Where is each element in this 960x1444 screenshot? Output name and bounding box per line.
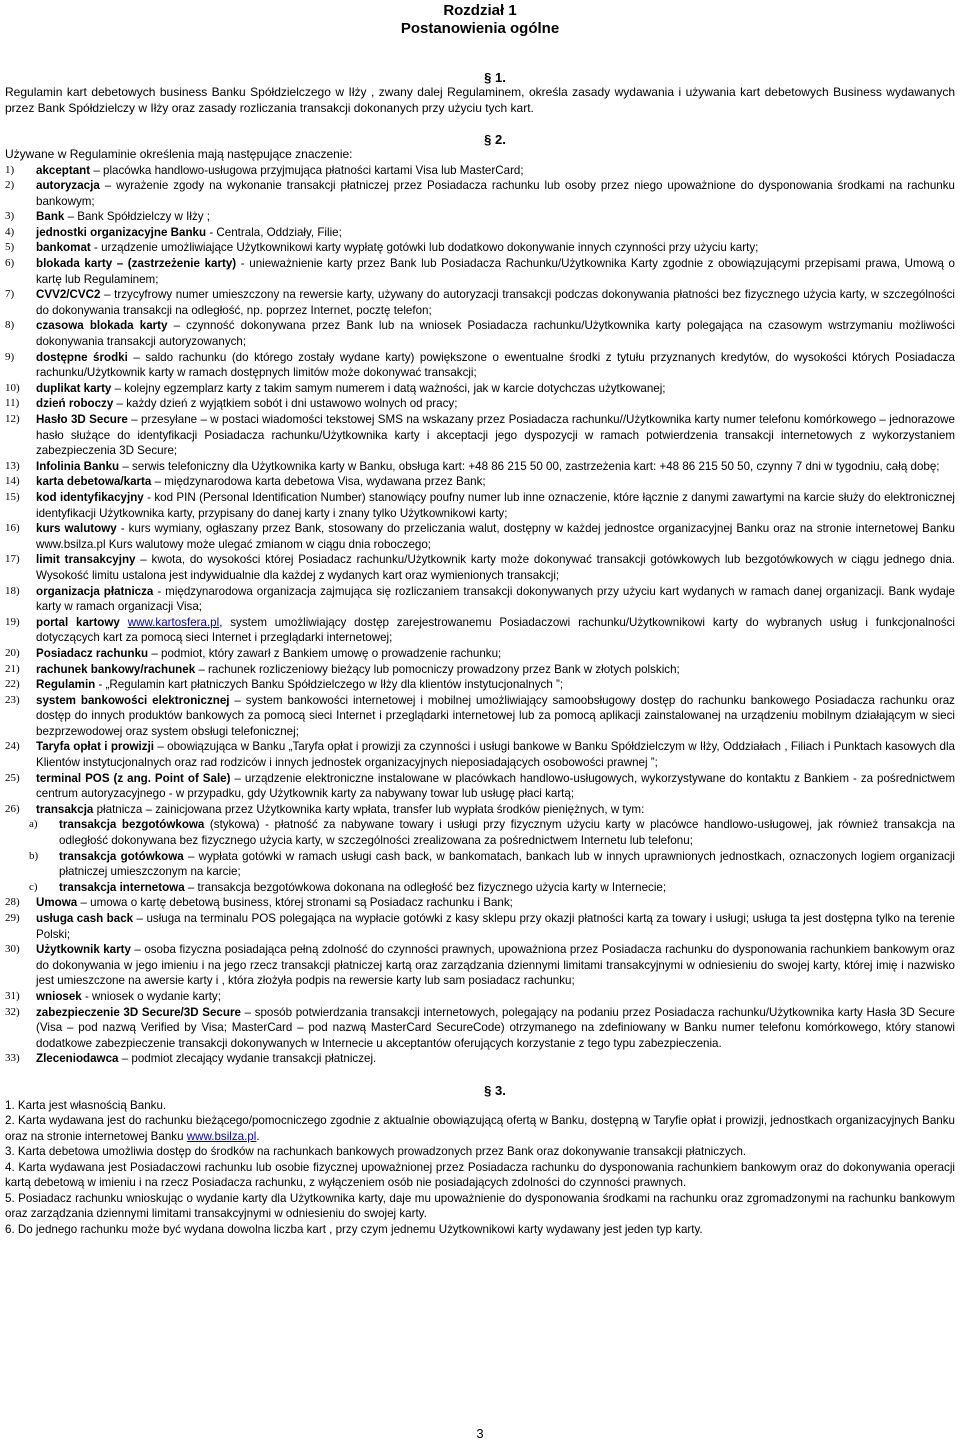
definition-item — [5, 521, 955, 552]
definition-number: 20) — [5, 646, 20, 659]
definition-term: zabezpieczenie 3D Secure/3D Secure — [36, 1005, 241, 1019]
definition-text: - „Regulamin kart płatniczych Banku Spółdzielczego w Iłży dla klientów instytucjonalnych ”; — [95, 678, 564, 692]
portal-link[interactable]: www.kartosfera.pl — [127, 615, 220, 629]
definition-item — [5, 989, 955, 1005]
definition-number: 32) — [5, 1005, 20, 1018]
bank-website-link[interactable]: www.bsilza.pl — [186, 1129, 257, 1143]
definition-number: c) — [29, 880, 38, 893]
definition-item — [5, 396, 955, 412]
definition-term: Bank — [36, 210, 65, 224]
definition-term: duplikat karty — [36, 381, 112, 395]
definition-text: – kolejny egzemplarz karty z takim samym numerem i datą ważności, jak w karcie dotychczas użytkowanej; — [111, 381, 666, 395]
definition-item — [5, 646, 955, 662]
definition-text: - międzynarodowa organizacja zajmująca się rozliczaniem transakcji dokonywanych przy użyciu kart wydanych w ramach danej organizacji. Bank wydaje karty w ramach organizacji Visa; — [36, 584, 955, 614]
section-3-p1: 1. Karta jest własnością Banku. — [5, 1098, 167, 1112]
definition-item — [5, 474, 955, 490]
definitions-list — [5, 163, 955, 1067]
definition-number: 28) — [5, 896, 20, 909]
definition-text: – urządzenie elektroniczne instalowane w placówkach handlowo-usługowych, wykorzystywane do kontaktu z Bankiem - za pośrednictwem centrum autoryzacyjnego - w przypadku, gdy Użytkownik karty za nabywany towar lub usługę płaci kartą; — [36, 771, 955, 801]
definition-number: 14) — [5, 475, 20, 488]
definition-item — [5, 178, 955, 209]
definition-item — [5, 677, 955, 693]
definition-number: 17) — [5, 553, 20, 566]
definition-number: 16) — [5, 522, 20, 535]
definition-item — [5, 381, 955, 397]
definition-term: kurs walutowy — [36, 522, 117, 536]
chapter-number: Rozdział 1 — [443, 2, 517, 19]
definition-text: – podmiot zlecający wydanie transakcji płatniczej. — [118, 1052, 377, 1066]
definition-text: – usługa na terminalu POS polegająca na wypłacie gotówki z kasy sklepu przy okazji płatności kartą za towary i usługi; usługa ta jest dostępna tylko na terenie Polski; — [36, 912, 955, 941]
definition-number: 6) — [5, 257, 15, 270]
definition-number: 19) — [5, 615, 20, 628]
definition-term: usługa cash back — [36, 912, 134, 925]
definition-number: 5) — [5, 241, 15, 254]
definition-item — [5, 287, 955, 318]
definition-number: 11) — [5, 397, 20, 410]
definition-number: 3) — [5, 210, 15, 223]
definition-text: – czynność dokonywana przez Bank lub na wniosek Posiadacza rachunku/Użytkownika karty polegająca na czasowym wstrzymaniu możliwości dokonywania transakcji autoryzowanych; — [36, 319, 955, 349]
definition-number: 18) — [5, 584, 20, 597]
definition-term: transakcja internetowa — [59, 880, 185, 894]
definition-term: Regulamin — [36, 678, 96, 692]
definition-text: - urządzenie umożliwiające Użytkownikowi karty wypłatę gotówki lub dodatkowo dokonywanie innych czynności przy użyciu karty; — [90, 241, 759, 255]
definition-text: - kurs wymiany, ogłaszany przez Bank, stosowany do przeliczania walut, dostępny w każdej jednostce organizacyjnej Banku oraz na stronie internetowej Banku www.bsilza.pl Kurs walutowy może ulegać zmianom w ciągu dnia roboczego; — [36, 522, 956, 551]
definition-text: – system bankowości internetowej i mobilnej umożliwiający samoobsługowy dostęp do rachunku bankowego Posiadacza rachunku oraz dostęp do innych produktów bankowych za pomocą sieci Internet i przeglądarki internetowej lub za pomocą aplikacji zainstalowanej na urządzeniu mobilnym działającym w sieci bezprzewodowej oraz system obsługi telefonicznej; — [36, 693, 955, 738]
page-number: 3 — [476, 1426, 484, 1441]
definition-item — [5, 490, 955, 521]
definition-text: (stykowa) - płatność za nabywane towary i usługi przy fizycznym użyciu karty w placówce handlowo-usługowej, jak również transakcja na odległość dokonywana bez fizycznego użycia karty, w szczególności zrealizowana za pośrednictwem Internetu lub telefonu; — [59, 818, 956, 848]
definition-text: – serwis telefoniczny dla Użytkownika karty w Banku, obsługa kart: +48 86 215 50 00, zastrzeżenia kart: +48 86 215 50 50, czynny 7 dni w tygodniu, całą dobę; — [119, 459, 940, 473]
definition-term: Użytkownik karty — [36, 943, 131, 957]
definition-number: 8) — [5, 319, 15, 332]
section-3-marker: § 3. — [484, 1082, 506, 1098]
definition-number: 30) — [5, 943, 20, 956]
chapter-title: Postanowienia ogólne — [400, 20, 560, 37]
section-3-p5: 5. Posiadacz rachunku wnioskując o wydanie karty dla Użytkownika karty, daje mu upoważnienie do dysponowania środkami na rachunku oraz zgromadzonymi na rachunku bankowym oraz zarządzania dziennymi limitami transakcyjnymi w odniesieniu do swojej karty. — [5, 1191, 955, 1221]
document-page — [5, 0, 955, 1237]
definition-text: płatnicza – zainicjowana przez Użytkownika karty wpłata, transfer lub wypłata środków pieniężnych, w tym: — [93, 802, 645, 816]
definition-number: 2) — [5, 179, 15, 192]
definition-term: system bankowości elektronicznej — [36, 693, 230, 707]
definition-number: 4) — [5, 225, 15, 238]
definition-item — [5, 802, 955, 818]
definition-number: 23) — [5, 693, 20, 706]
definition-term: blokada karty – (zastrzeżenie karty) — [36, 257, 237, 271]
definition-number: 31) — [5, 989, 20, 1002]
definition-term: transakcja bezgotówkowa — [59, 818, 205, 832]
definition-item — [5, 225, 955, 241]
definition-text: – podmiot, który zawarł z Bankiem umowę o prowadzenie rachunku; — [148, 646, 502, 660]
definition-item — [5, 880, 955, 896]
definition-text: – przesyłane – w postaci wiadomości tekstowej SMS na wskazany przez Posiadacza rachunku//Użytkownika karty numer telefonu komórkowego – jednorazowe hasło służące do identyfikacji Posiadacza rachunku/Użytkownika karty i akceptacji jego dyspozycji w ramach potwierdzenia transakcji internetowych z wykorzystaniem zabezpieczenia 3D Secure; — [36, 413, 955, 458]
definition-number: 29) — [5, 912, 20, 924]
definition-number: 10) — [5, 381, 20, 394]
definition-item — [5, 552, 955, 583]
section-3-p3: 3. Karta debetowa umożliwia dostęp do środków na rachunkach bankowych prowadzonych przez Bank oraz dokonywanie transakcji płatniczych. — [5, 1145, 747, 1159]
definition-term: Posiadacz rachunku — [36, 646, 149, 660]
section-2-intro: Używane w Regulaminie określenia mają następujące znaczenie: — [5, 147, 353, 161]
definition-item — [5, 1051, 955, 1067]
definition-number: 33) — [5, 1052, 20, 1065]
definition-term: CVV2/CVC2 — [36, 288, 101, 302]
definition-item — [5, 817, 955, 848]
section-2-marker: § 2. — [484, 132, 506, 147]
definition-term: kod identyfikacyjny — [36, 490, 144, 504]
definition-item — [5, 584, 955, 615]
definition-text: - kod PIN (Personal Identification Number) stanowiący poufny numer lub inne oznaczenie, które łącznie z danymi zawartymi na karcie służy do elektronicznej identyfikacji Użytkownika karty, przypisany do danej karty i znany tylko Użytkownikowi karty; — [36, 490, 955, 520]
definition-number: 25) — [5, 771, 20, 784]
definition-term: dzień roboczy — [36, 397, 114, 411]
definition-item — [5, 240, 955, 256]
definition-text: – placówka handlowo-usługowa przyjmująca płatności kartami Visa lub MasterCard; — [90, 163, 524, 177]
definition-item — [5, 771, 955, 802]
definition-number: 26) — [5, 802, 20, 815]
definition-text: – wypłata gotówki w ramach usługi cash back, w bankomatach, bankach lub w innych uprawnionych jednostkach, oznaczonych logiem organizacji płatniczej umieszczonym na karcie; — [59, 849, 955, 879]
definition-item — [5, 1005, 955, 1052]
definition-number: 12) — [5, 413, 20, 425]
definition-text: – rachunek rozliczeniowy bieżący lub pomocniczy prowadzony przez Bank w złotych polskich; — [195, 662, 680, 676]
definition-text: – sposób potwierdzania transakcji internetowych, polegający na podaniu przez Posiadacza rachunku/Użytkownika karty Hasła 3D Secure (Visa – pod nazwą Verified by Visa; MasterCard – pod nazwą MasterCard SecureCode) otrzymanego na zdefiniowany w Banku numer telefonu komórkowego, który stanowi dodatkowe zabezpieczenie transakcji dokonywanych w Internecie u akceptantów oferujących korzystanie z tego typu zabezpieczenia. — [36, 1005, 955, 1050]
definition-text: – umowa o kartę debetową business, której stronami są Posiadacz rachunku i Bank; — [77, 896, 513, 910]
definition-text: – obowiązująca w Banku „Taryfa opłat i prowizji za czynności i usługi bankowe w Banku Spółdzielczym w Iłży, Oddziałach , Filiach i Punktach kasowych dla Klientów instytucjonalnych oraz rad rodziców i innych jednostek organizacyjnych nieposiadających osobowości prawnej ”; — [36, 740, 956, 770]
definition-item — [5, 693, 955, 740]
definition-number: a) — [29, 818, 38, 831]
definition-text: – osoba fizyczna posiadająca pełną zdolność do czynności prawnych, upoważniona przez Posiadacza rachunku do dysponowania rachunkiem bankowym oraz do dokonywania w jego imieniu i na jego rzecz transakcji płatniczej kartą oraz zarządzania dziennymi limitami transakcyjnymi w odniesieniu do swojej karty, której imię i nazwisko jest umieszczone na awersie karty i , która złożyła podpis na rewersie karty lub sam posiadacz rachunku; — [36, 943, 955, 988]
definition-item — [5, 350, 955, 381]
section-3-p4: 4. Karta wydawana jest Posiadaczowi rachunku lub osobie fizycznej upoważnionej przez Posiadacza rachunku do dysponowania rachunkiem bankowym oraz do dokonywania operacji kartą debetową w imieniu i na rzecz Posiadacza rachunku, z wyłączeniem osób nie posiadających zdolności do czynności prawnych. — [5, 1160, 955, 1190]
definition-text: – każdy dzień z wyjątkiem sobót i dni ustawowo wolnych od pracy; — [113, 397, 458, 411]
definition-text: – kwota, do wysokości której Posiadacz rachunku/Użytkownik karty może dokonywać transakcji gotówkowych lub bezgotówkowych w ciągu jednego dnia. Wysokość limitu ustalona jest indywidualnie dla każdej z wydanych kart oraz wymienionych transakcji; — [36, 553, 955, 582]
definition-number: 7) — [5, 288, 15, 301]
definition-term: portal kartowy — [36, 615, 120, 629]
definition-number: 13) — [5, 459, 20, 472]
definition-term: karta debetowa/karta — [36, 475, 152, 489]
section-3-p6: 6. Do jednego rachunku może być wydana dowolna liczba kart , przy czym jednemu Użytkownikowi karty wydawany jest jeden typ karty. — [5, 1222, 703, 1236]
definition-text: - unieważnienie karty przez Bank lub Posiadacza Rachunku/Użytkownika Karty zgodnie z obowiązującymi przepisami prawa, Umową o kartę lub Regulaminem; — [36, 257, 956, 286]
definition-number: 9) — [5, 350, 15, 363]
definition-term: transakcja — [36, 802, 94, 816]
definition-term: dostępne środki — [36, 350, 128, 364]
definition-item — [5, 412, 955, 459]
definition-text: - wniosek o wydanie karty; — [81, 989, 221, 1003]
definition-term: rachunek bankowy/rachunek — [36, 662, 196, 676]
definition-item — [5, 256, 955, 287]
definition-term: Zleceniodawca — [36, 1052, 119, 1066]
definition-item — [5, 163, 955, 179]
definition-item — [5, 209, 955, 225]
section-3-p2 — [5, 1113, 955, 1144]
definition-term: czasowa blokada karty — [36, 319, 168, 333]
definition-item — [5, 739, 955, 770]
definition-term: Infolinia Banku — [36, 459, 120, 473]
definition-item — [5, 318, 955, 349]
definition-item — [5, 911, 955, 942]
definition-term: transakcja gotówkowa — [59, 849, 184, 863]
definition-number: 15) — [5, 490, 20, 503]
section-3-p2-end: . — [256, 1129, 260, 1143]
definition-text: – Bank Spółdzielczy w Iłży ; — [64, 210, 210, 224]
definition-number: b) — [29, 849, 39, 862]
definition-item — [5, 849, 955, 880]
definition-text: – transakcja bezgotówkowa dokonana na odległość bez fizycznego użycia karty w Internecie; — [184, 880, 667, 894]
definition-item — [5, 895, 955, 911]
definition-term: akceptant — [36, 163, 91, 177]
definition-term: organizacja płatnicza — [36, 584, 154, 598]
definition-term: Umowa — [36, 896, 78, 910]
definition-term: wniosek — [36, 989, 82, 1003]
definition-term: Hasło 3D Secure — [36, 413, 128, 426]
definition-text: , system umożliwiający dostęp zarejestrowanemu Posiadaczowi rachunku/Użytkownikowi karty do wybranych usług i funkcjonalności dotyczących kart za pomocą sieci Internet i przeglądarki internetowej; — [36, 615, 955, 645]
definition-term: bankomat — [36, 241, 91, 255]
definition-text: – międzynarodowa karta debetowa Visa, wydawana przez Bank; — [151, 475, 486, 489]
definition-item — [5, 942, 955, 989]
section-3-p2-text: 2. Karta wydawana jest do rachunku bieżącego/pomocniczego zgodnie z aktualnie obowiązującą ofertą w Banku, dostępną w Taryfie opłat i prowizji, jednostkach organizacyjnych Banku oraz na stronie internetowej Banku — [5, 1114, 955, 1143]
definition-item — [5, 615, 955, 646]
definition-number: 24) — [5, 740, 20, 753]
definition-text: - Centrala, Oddziały, Filie; — [206, 225, 342, 239]
section-1-text: Regulamin kart debetowych business Banku Spółdzielczego w Iłży , zwany dalej Regulaminem, określa zasady wydawania i używania kart debetowych Business wydawanych przez Bank Spółdzielczy w Iłży oraz zasady rozliczania transakcji dokonanych przy użyciu tych kart. — [5, 85, 955, 115]
definition-item — [5, 459, 955, 475]
definition-item — [5, 662, 955, 678]
definition-term: jednostki organizacyjne Banku — [36, 225, 207, 239]
definition-term: limit transakcyjny — [36, 553, 136, 567]
definition-term: terminal POS (z ang. Point of Sale) — [36, 771, 231, 785]
definition-term: autoryzacja — [36, 179, 100, 193]
definition-text: – wyrażenie zgody na wykonanie transakcji płatniczej przez Posiadacza rachunku lub osoby przez niego upoważnione do dysponowania środkami na rachunku bankowym; — [36, 179, 955, 208]
definition-term: Taryfa opłat i prowizji — [36, 740, 155, 754]
definition-number: 22) — [5, 678, 20, 691]
section-1-marker: § 1. — [484, 70, 506, 85]
definition-text: – trzycyfrowy numer umieszczony na rewersie karty, używany do autoryzacji transakcji podczas dokonywania płatności bez fizycznego użycia karty, w szczególności do dokonywania transakcji na odległość, np. poprzez Internet, pocztę telefon; — [36, 288, 955, 317]
definition-text: – saldo rachunku (do którego zostały wydane karty) powiększone o ewentualne środki z tytułu przyznanych kredytów, do wysokości których Posiadacza rachunku/Użytkownik karty w ramach dostępnych limitów może dokonywać transakcji; — [36, 350, 955, 380]
definition-number: 21) — [5, 662, 20, 675]
definition-number: 1) — [5, 163, 15, 176]
